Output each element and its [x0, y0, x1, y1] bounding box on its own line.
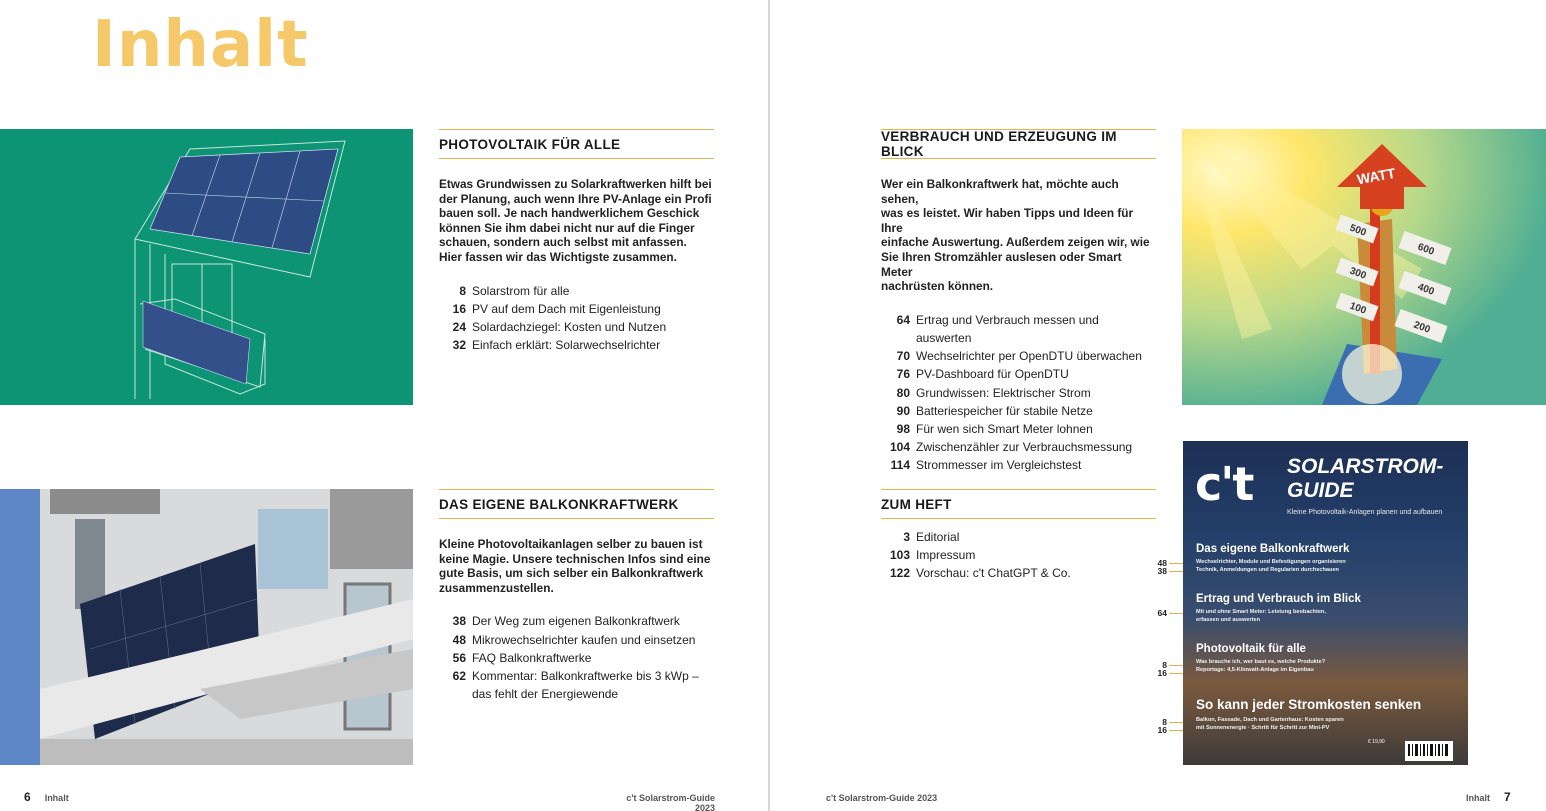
toc-page: 104	[889, 440, 910, 455]
toc-entry[interactable]	[881, 311, 1156, 347]
cover-title	[1287, 455, 1443, 503]
scale-label-500: 500	[1348, 222, 1368, 239]
toc-page: 76	[896, 367, 910, 382]
cover-price: € 19,90	[1368, 739, 1385, 745]
footer-publication: c't Solarstrom-Guide 2023	[826, 793, 938, 803]
cover-teaser-line: Mit und ohne Smart Meter: Leistung beobachten,	[1196, 609, 1326, 615]
toc-page: 24	[452, 319, 466, 334]
cover-title-line: GUIDE	[1287, 479, 1354, 502]
intro-line: keine Magie. Unsere technischen Infos sind eine	[439, 551, 711, 566]
toc-list	[881, 528, 1156, 583]
page-spine	[768, 0, 770, 811]
intro-line: bauen soll. Je nach handwerklichem Geschick	[439, 206, 700, 221]
toc-page: 8	[459, 283, 466, 298]
toc-list	[881, 311, 1156, 475]
toc-page: 114	[890, 458, 910, 473]
toc-title: Vorschau: c't ChatGPT & Co.	[916, 566, 1071, 581]
cover-headline: So kann jeder Stromkosten senken	[1196, 697, 1422, 712]
toc-title: Einfach erklärt: Solarwechselrichter	[472, 338, 661, 353]
toc-entry[interactable]	[881, 420, 1156, 438]
toc-entry[interactable]	[439, 300, 714, 318]
section-heading: PHOTOVOLTAIK FÜR ALLE	[439, 129, 714, 159]
magazine-cover[interactable]	[1183, 441, 1468, 765]
toc-entry[interactable]	[439, 667, 714, 703]
section-photovoltaik	[439, 129, 714, 354]
toc-title: Mikrowechselrichter kaufen und einsetzen	[472, 632, 696, 647]
toc-entry[interactable]	[439, 282, 714, 300]
toc-entry[interactable]	[881, 456, 1156, 474]
toc-page: 48	[452, 632, 466, 647]
cover-teaser-line: Technik, Anmeldungen und Regularien durchschauen	[1196, 566, 1339, 573]
scale-label-200: 200	[1412, 319, 1432, 336]
cover-headline: Photovoltaik für alle	[1196, 643, 1306, 655]
balcony-photo	[0, 489, 413, 765]
toc-title-line: Kommentar: Balkonkraftwerke bis 3 kWp –	[472, 668, 699, 683]
toc-entry[interactable]	[439, 318, 714, 336]
solar-roof-illustration	[0, 129, 413, 405]
toc-entry[interactable]	[881, 438, 1156, 456]
toc-page: 62	[452, 668, 466, 683]
intro-line: einfache Auswertung. Außerdem zeigen wir, wie	[881, 235, 1150, 250]
toc-title: Strommesser im Vergleichstest	[916, 458, 1082, 473]
toc-entry[interactable]	[881, 402, 1156, 420]
intro-line: nachrüsten können.	[881, 279, 994, 294]
section-heading: DAS EIGENE BALKONKRAFTWERK	[439, 489, 714, 519]
cover-ref: 16	[1157, 668, 1167, 678]
toc-page: 56	[452, 650, 466, 665]
toc-entry[interactable]	[439, 336, 714, 354]
cover-teaser-line: mit Sonnenenergie · Schritt für Schritt zur Mini-PV	[1196, 724, 1330, 731]
toc-title: Der Weg zum eigenen Balkonkraftwerk	[472, 614, 680, 629]
cover-teaser-line: Was brauche ich, wer baut es, welche Produkte?	[1196, 659, 1326, 665]
section-intro	[439, 177, 714, 265]
cover-headline: Ertrag und Verbrauch im Blick	[1196, 593, 1361, 605]
cover-teaser	[1196, 717, 1344, 732]
intro-line: Sie Ihren Stromzähler auslesen oder Smart Meter	[881, 249, 1122, 279]
barcode	[1405, 741, 1453, 761]
toc-page: 3	[903, 530, 910, 544]
toc-list	[439, 612, 714, 703]
toc-title: Für wen sich Smart Meter lohnen	[916, 421, 1093, 436]
toc-list	[439, 282, 714, 355]
intro-line: gute Basis, um sich selber ein Balkonkraftwerk	[439, 566, 704, 581]
cover-ref: 8	[1162, 717, 1167, 727]
toc-title: FAQ Balkonkraftwerke	[472, 650, 592, 665]
cover-teaser-line: Balkon, Fassade, Dach und Gartenhaus: Kosten sparen	[1196, 717, 1344, 723]
toc-entry[interactable]	[439, 631, 714, 649]
footer-publication: c't Solarstrom-Guide 2023	[626, 793, 715, 811]
intro-line: schauen, sondern auch selbst mit anfassen.	[439, 235, 687, 250]
section-heading: ZUM HEFT	[881, 489, 1156, 519]
toc-title: Solarstrom für alle	[472, 283, 570, 298]
intro-line: Kleine Photovoltaikanlagen selber zu bauen ist	[439, 537, 703, 551]
intro-line: Hier fassen wir das Wichtigste zusammen.	[439, 249, 677, 264]
intro-line: Wer ein Balkonkraftwerk hat, möchte auch sehen,	[881, 177, 1119, 206]
section-intro	[881, 177, 1156, 294]
toc-entry[interactable]	[881, 546, 1156, 564]
toc-entry[interactable]	[881, 384, 1156, 402]
footer-section-label: Inhalt	[44, 793, 69, 803]
footer-section-label: Inhalt	[1466, 793, 1490, 803]
toc-page: 70	[896, 349, 910, 364]
cover-subtitle: Kleine Photovoltaik-Anlagen planen und aufbauen	[1287, 509, 1443, 516]
cover-teaser-line: Reportage: 4,5-Kilowatt-Anlage im Eigenbau	[1196, 666, 1314, 673]
toc-title: Solardachziegel: Kosten und Nutzen	[472, 319, 667, 334]
toc-title: Editorial	[916, 530, 960, 544]
toc-page: 64	[896, 312, 910, 327]
page-number: 6	[24, 790, 31, 804]
toc-title: Ertrag und Verbrauch messen und auswerten	[916, 312, 1099, 345]
cover-title-line: SOLARSTROM-	[1287, 455, 1444, 478]
toc-page: 38	[452, 614, 466, 629]
toc-entry[interactable]	[881, 347, 1156, 365]
footer-right	[1466, 790, 1511, 804]
scale-label-400: 400	[1416, 281, 1436, 298]
toc-page: 80	[896, 385, 910, 400]
cover-ref: 48	[1157, 558, 1167, 568]
cover-teaser	[1196, 559, 1346, 574]
cover-ref: 38	[1157, 566, 1167, 576]
toc-title-continuation: das fehlt der Energiewende	[472, 687, 619, 702]
section-verbrauch	[881, 129, 1156, 475]
section-heading: VERBRAUCH UND ERZEUGUNG IM BLICK	[881, 129, 1156, 159]
scale-label-600: 600	[1416, 241, 1436, 258]
section-balkonkraftwerk	[439, 489, 714, 703]
cover-ref: 64	[1157, 608, 1167, 618]
cover-ref: 8	[1162, 660, 1167, 670]
cover-teaser-line: erfassen und auswerten	[1196, 616, 1261, 623]
toc-page: 16	[452, 301, 466, 316]
page-title: Inhalt	[92, 8, 309, 82]
scale-label-100: 100	[1348, 300, 1368, 317]
toc-page: 32	[452, 338, 466, 353]
toc-title: Grundwissen: Elektrischer Strom	[916, 385, 1091, 400]
cover-ref: 16	[1157, 725, 1167, 735]
footer-left	[24, 790, 69, 804]
toc-title: Impressum	[916, 548, 976, 563]
toc-title: PV auf dem Dach mit Eigenleistung	[472, 301, 661, 316]
toc-title	[472, 667, 714, 703]
toc-title: Zwischenzähler zur Verbrauchsmessung	[916, 440, 1133, 455]
section-intro	[439, 537, 714, 595]
scale-label-300: 300	[1348, 265, 1368, 282]
toc-page: 98	[896, 421, 910, 436]
intro-line: was es leistet. Wir haben Tipps und Ideen für Ihre	[881, 206, 1134, 235]
intro-line: Etwas Grundwissen zu Solarkraftwerken hilft bei	[439, 177, 712, 191]
intro-line: der Planung, auch wenn Ihre PV-Anlage ein Profi	[439, 191, 712, 206]
intro-line: zusammenzustellen.	[439, 580, 554, 595]
toc-page: 122	[889, 566, 910, 581]
toc-page: 90	[896, 403, 910, 418]
ct-logo: c't	[1195, 457, 1253, 511]
toc-entry[interactable]	[439, 649, 714, 667]
cover-headline: Das eigene Balkonkraftwerk	[1196, 543, 1350, 555]
toc-title: Wechselrichter per OpenDTU überwachen	[916, 349, 1142, 364]
watt-label: WATT	[1355, 164, 1397, 188]
toc-entry[interactable]	[881, 528, 1156, 546]
toc-entry[interactable]	[881, 564, 1156, 582]
toc-entry[interactable]	[881, 365, 1156, 383]
toc-title: Batteriespeicher für stabile Netze	[916, 403, 1093, 418]
cover-teaser	[1196, 609, 1326, 624]
intro-line: können Sie ihm dabei nicht nur auf die Finger	[439, 220, 695, 235]
cover-teaser	[1196, 659, 1325, 674]
toc-page: 103	[889, 548, 910, 563]
section-zum-heft	[881, 489, 1156, 583]
watt-meter-illustration	[1182, 129, 1546, 405]
cover-teaser-line: Wechselrichter, Module und Befestigungen organisieren	[1196, 559, 1346, 565]
page-number: 7	[1504, 790, 1511, 804]
toc-title: PV-Dashboard für OpenDTU	[916, 367, 1069, 382]
toc-entry[interactable]	[439, 612, 714, 630]
